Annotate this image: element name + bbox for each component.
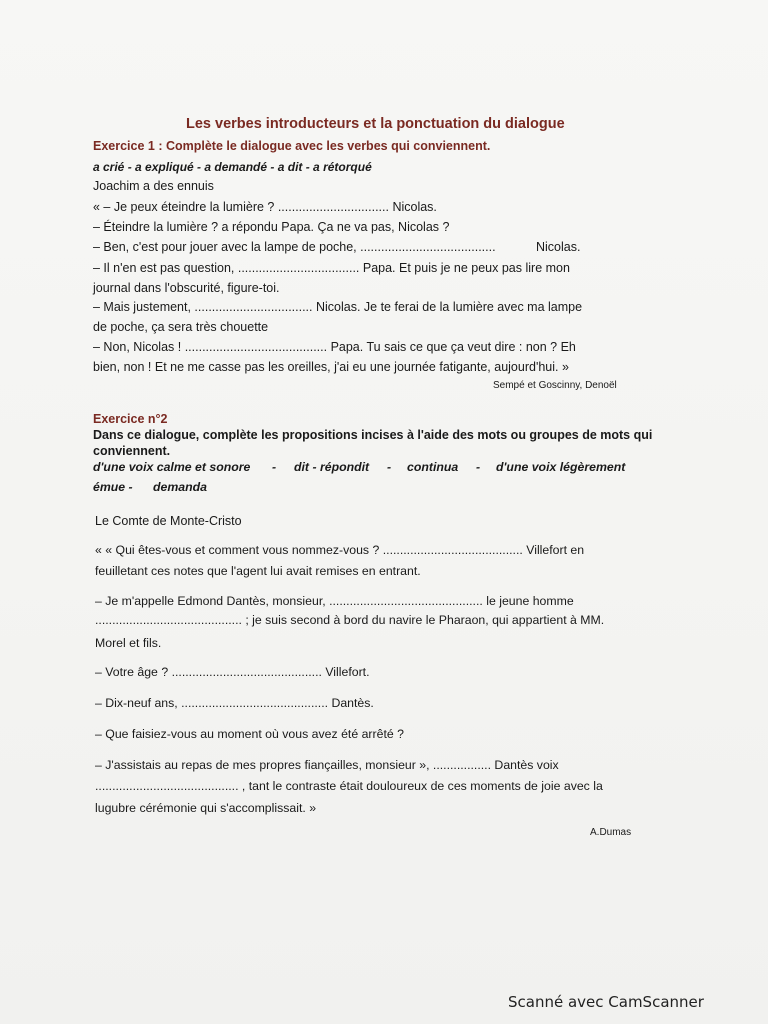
word-choice: d'une voix calme et sonore: [93, 460, 251, 474]
word-choice: d'une voix légèrement: [496, 460, 626, 474]
exercise2-author: A.Dumas: [590, 827, 632, 838]
camscanner-watermark: Scanné avec CamScanner: [508, 993, 704, 1011]
word-separator: -: [272, 460, 277, 474]
exercise1-line: – Mais justement, .................................. Nicolas. Je te ferai de la lumière avec ma lampe: [93, 300, 583, 314]
word-separator: -: [476, 460, 481, 474]
exercise1-line: bien, non ! Et ne me casse pas les oreilles, j'ai eu une journée fatigante, aujourd'hui. »: [93, 360, 569, 374]
word-choice: demanda: [153, 480, 207, 494]
exercise2-line: lugubre cérémonie qui s'accomplissait. »: [95, 801, 317, 815]
exercise2-line: – J'assistais au repas de mes propres fiançailles, monsieur », ................. Dantès voix: [95, 758, 559, 772]
exercise1-line: de poche, ça sera très chouette: [93, 320, 269, 334]
story-title: Le Comte de Monte-Cristo: [95, 514, 242, 528]
exercise1-source: Sempé et Goscinny, Denoël: [493, 380, 617, 391]
exercise2-line: – Dix-neuf ans, ........................................... Dantès.: [95, 696, 374, 710]
exercise2-line: .......................................... , tant le contraste était douloureux de ces moments de joie avec la: [95, 779, 603, 793]
exercise2-line: « « Qui êtes-vous et comment vous nommez-vous ? ......................................... Villefort en: [95, 543, 585, 557]
exercise1-heading: Exercice 1 : Complète le dialogue avec les verbes qui conviennent.: [93, 139, 491, 153]
exercise2-instruction: Dans ce dialogue, complète les propositions incises à l'aide des mots ou groupes de mots qui: [93, 428, 653, 442]
word-choice: dit - répondit: [294, 460, 370, 474]
word-choice: continua: [407, 460, 459, 474]
exercise2-line: – Que faisiez-vous au moment où vous avez été arrêté ?: [95, 727, 404, 741]
exercise2-instruction: conviennent.: [93, 444, 171, 458]
exercise1-line: – Ben, c'est pour jouer avec la lampe de poche, .......................................: [93, 240, 496, 254]
exercise2-line: Morel et fils.: [95, 636, 162, 650]
exercise2-heading: Exercice n°2: [93, 412, 168, 426]
exercise2-line: – Votre âge ? ............................................ Villefort.: [95, 665, 370, 679]
exercise1-line: « – Je peux éteindre la lumière ? ................................ Nicolas.: [93, 200, 437, 214]
exercise1-line: Nicolas.: [536, 240, 581, 254]
exercise1-line: journal dans l'obscurité, figure-toi.: [93, 281, 280, 295]
exercise1-line: – Éteindre la lumière ? a répondu Papa. Ça ne va pas, Nicolas ?: [93, 220, 450, 234]
exercise2-line: ........................................... ; je suis second à bord du navire le Pharaon, qui appartient à MM.: [95, 613, 605, 627]
exercise1-line: – Il n'en est pas question, ................................... Papa. Et puis je ne peux pas lire mon: [93, 261, 570, 275]
word-separator: -: [387, 460, 392, 474]
exercise1-verb-list: a crié - a expliqué - a demandé - a dit - a rétorqué: [93, 160, 372, 174]
exercise1-line: – Non, Nicolas ! ......................................... Papa. Tu sais ce que ça veut dire : non ? Eh: [93, 340, 576, 354]
word-choice: émue -: [93, 480, 133, 494]
exercise2-line: – Je m'appelle Edmond Dantès, monsieur, ............................................. le jeune homme: [95, 594, 574, 608]
exercise2-line: feuilletant ces notes que l'agent lui avait remises en entrant.: [95, 564, 421, 578]
document-title: Les verbes introducteurs et la ponctuation du dialogue: [186, 116, 565, 132]
exercise1-line: Joachim a des ennuis: [93, 179, 214, 193]
